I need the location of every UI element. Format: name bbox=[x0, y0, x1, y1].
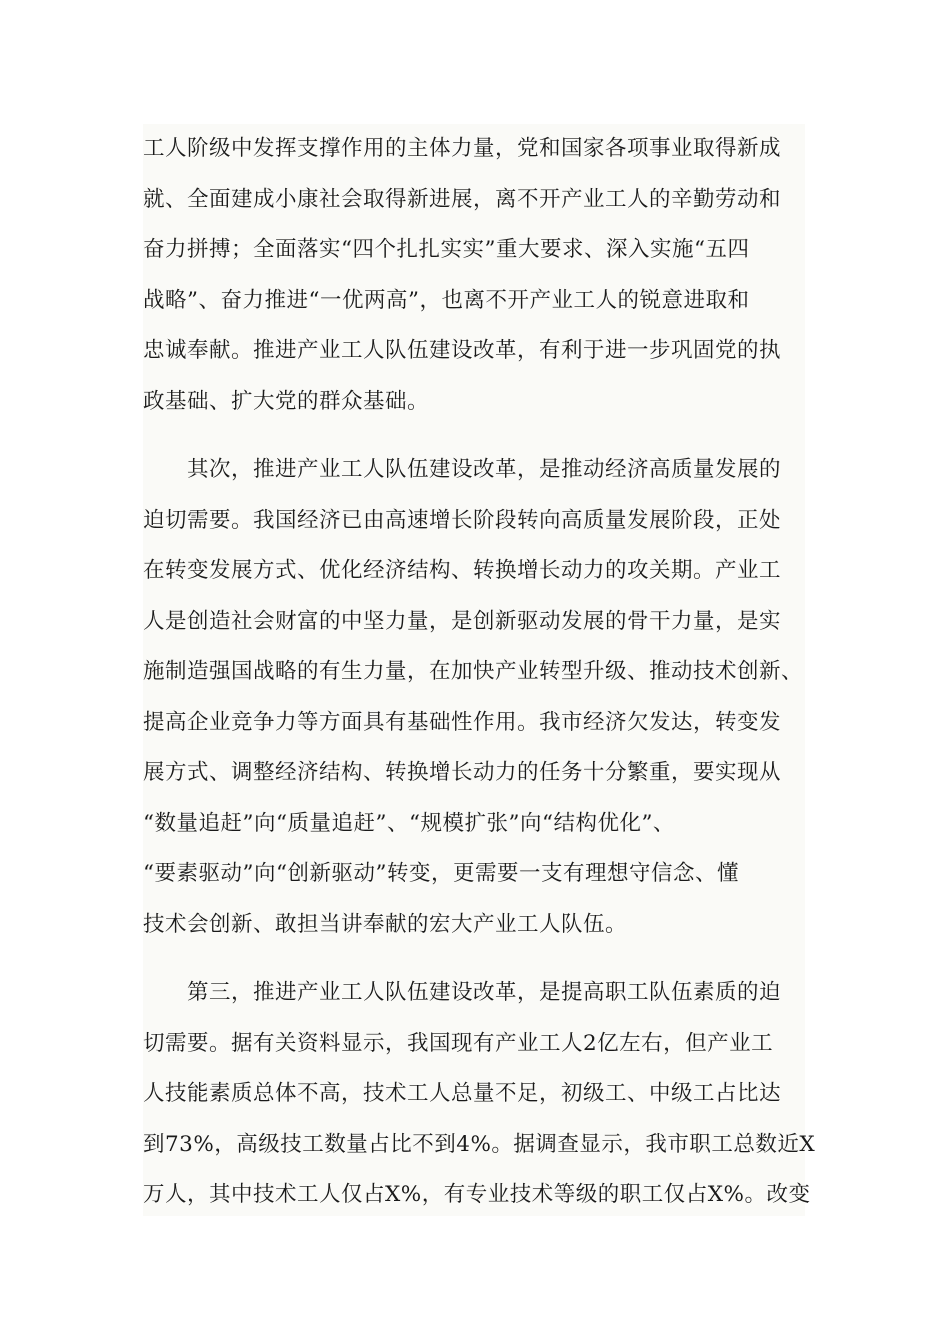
text-line: 在转变发展方式、优化经济结构、转换增长动力的攻关期。产业工 bbox=[143, 558, 782, 583]
text-line: 就、全面建成小康社会取得新进展，离不开产业工人的辛勤劳动和 bbox=[143, 187, 782, 212]
text-line: 万人，其中技术工人仅占X%，有专业技术等级的职工仅占X%。改变 bbox=[143, 1182, 811, 1207]
text-line: 切需要。据有关资料显示，我国现有产业工人2亿左右，但产业工 bbox=[143, 1031, 774, 1056]
text-line: 人是创造社会财富的中坚力量，是创新驱动发展的骨干力量，是实 bbox=[143, 609, 782, 634]
text-line: 政基础、扩大党的群众基础。 bbox=[143, 389, 430, 414]
text-line: 展方式、调整经济结构、转换增长动力的任务十分繁重，要实现从 bbox=[143, 760, 782, 785]
text-line: 施制造强国战略的有生力量，在加快产业转型升级、推动技术创新、 bbox=[143, 659, 804, 684]
text-line: 提高企业竞争力等方面具有基础性作用。我市经济欠发达，转变发 bbox=[143, 710, 782, 735]
text-line: “数量追赶”向“质量追赶”、“规模扩张”向“结构优化”、 bbox=[143, 811, 675, 836]
text-line: 忠诚奉献。推进产业工人队伍建设改革，有利于进一步巩固党的执 bbox=[143, 338, 782, 363]
text-line: 技术会创新、敢担当讲奉献的宏大产业工人队伍。 bbox=[143, 912, 628, 937]
text-line: 迫切需要。我国经济已由高速增长阶段转向高质量发展阶段，正处 bbox=[143, 508, 782, 533]
text-line: 到73%，高级技工数量占比不到4%。据调查显示，我市职工总数近X bbox=[143, 1132, 816, 1157]
text-line: 战略”、奋力推进“一优两高”，也离不开产业工人的锐意进取和 bbox=[143, 288, 750, 313]
document-body bbox=[143, 124, 816, 1216]
paragraph-first-line: 第三，推进产业工人队伍建设改革，是提高职工队伍素质的迫 bbox=[187, 980, 782, 1005]
text-line: “要素驱动”向“创新驱动”转变，更需要一支有理想守信念、懂 bbox=[143, 861, 739, 886]
paragraph-first-line: 其次，推进产业工人队伍建设改革，是推动经济高质量发展的 bbox=[187, 457, 782, 482]
text-line: 奋力拼搏；全面落实“四个扎扎实实”重大要求、深入实施“五四 bbox=[143, 237, 750, 262]
text-line: 人技能素质总体不高，技术工人总量不足，初级工、中级工占比达 bbox=[143, 1081, 782, 1106]
text-line: 工人阶级中发挥支撑作用的主体力量，党和国家各项事业取得新成 bbox=[143, 136, 782, 161]
